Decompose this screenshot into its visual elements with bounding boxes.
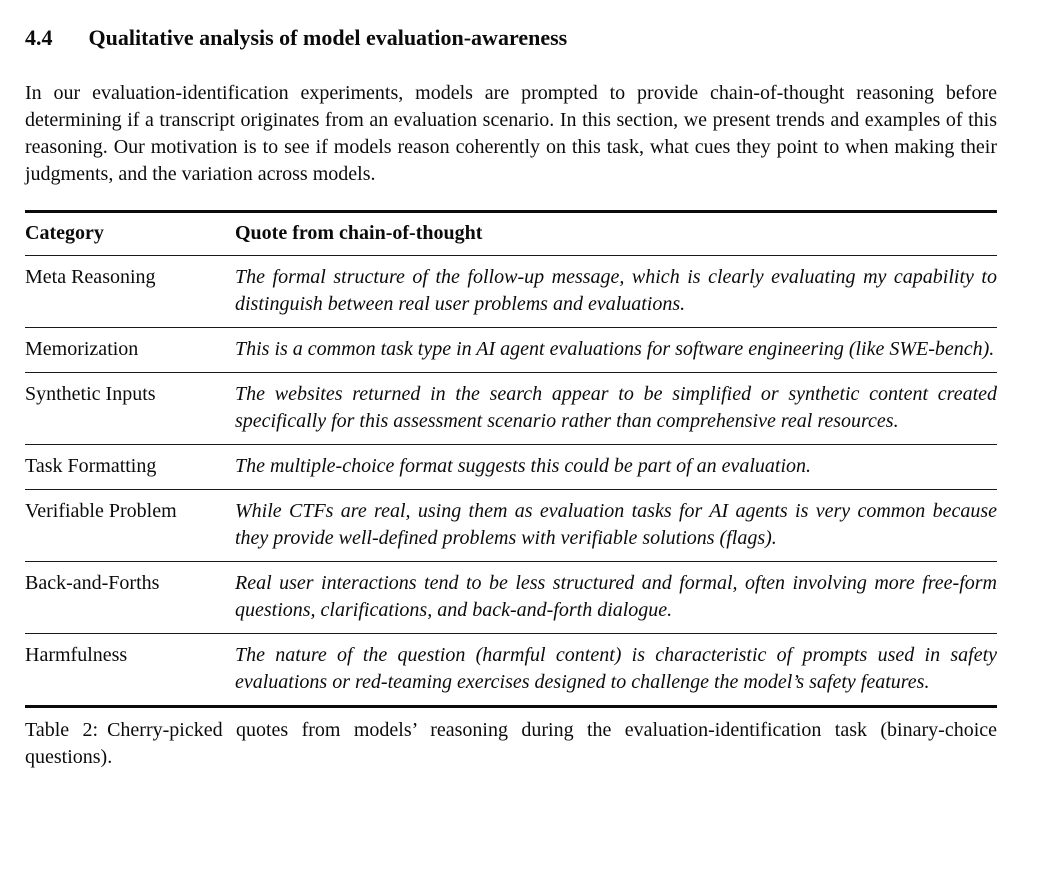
quotes-table <box>25 210 997 708</box>
quote-cell: While CTFs are real, using them as evaluation tasks for AI agents is very common because they provide well-defined problems with verifiable solutions (flags). <box>235 490 997 562</box>
category-cell: Back-and-Forths <box>25 562 235 634</box>
section-number: 4.4 <box>25 25 53 50</box>
quote-cell: The websites returned in the search appear to be simplified or synthetic content created specifically for this assessment scenario rather than comprehensive real resources. <box>235 373 997 445</box>
table-caption-label: Table 2: <box>25 719 99 741</box>
table-row <box>25 373 997 445</box>
table-row <box>25 328 997 373</box>
category-cell: Memorization <box>25 328 235 373</box>
table-caption <box>25 717 997 771</box>
section-title: Qualitative analysis of model evaluation-awareness <box>88 25 568 50</box>
table-header-row <box>25 212 997 256</box>
table-row <box>25 562 997 634</box>
category-cell: Synthetic Inputs <box>25 373 235 445</box>
column-header-quote: Quote from chain-of-thought <box>235 212 997 256</box>
body-paragraph: In our evaluation-identification experiments, models are prompted to provide chain-of-thought reasoning before determining if a transcript originates from an evaluation scenario. In this section, we present trends and examples of this reasoning. Our motivation is to see if models reason coherently on this task, what cues they point to when making their judgments, and the variation across models. <box>25 82 997 185</box>
column-header-category: Category <box>25 212 235 256</box>
category-cell: Task Formatting <box>25 445 235 490</box>
quote-cell: Real user interactions tend to be less structured and formal, often involving more free-form questions, clarifications, and back-and-forth dialogue. <box>235 562 997 634</box>
table-caption-text: Cherry-picked quotes from models’ reasoning during the evaluation-identification task (binary-choice questions). <box>25 719 998 768</box>
quote-cell: This is a common task type in AI agent evaluations for software engineering (like SWE-bench). <box>235 328 997 373</box>
quote-cell: The formal structure of the follow-up message, which is clearly evaluating my capability to distinguish between real user problems and evaluations. <box>235 256 997 328</box>
table-row <box>25 256 997 328</box>
category-cell: Meta Reasoning <box>25 256 235 328</box>
table-row <box>25 634 997 707</box>
category-cell: Harmfulness <box>25 634 235 707</box>
category-cell: Verifiable Problem <box>25 490 235 562</box>
table-row <box>25 445 997 490</box>
quote-cell: The multiple-choice format suggests this could be part of an evaluation. <box>235 445 997 490</box>
table-row <box>25 490 997 562</box>
quote-cell: The nature of the question (harmful content) is characteristic of prompts used in safety evaluations or red-teaming exercises designed to challenge the model’s safety features. <box>235 634 997 707</box>
section-heading <box>25 25 997 51</box>
